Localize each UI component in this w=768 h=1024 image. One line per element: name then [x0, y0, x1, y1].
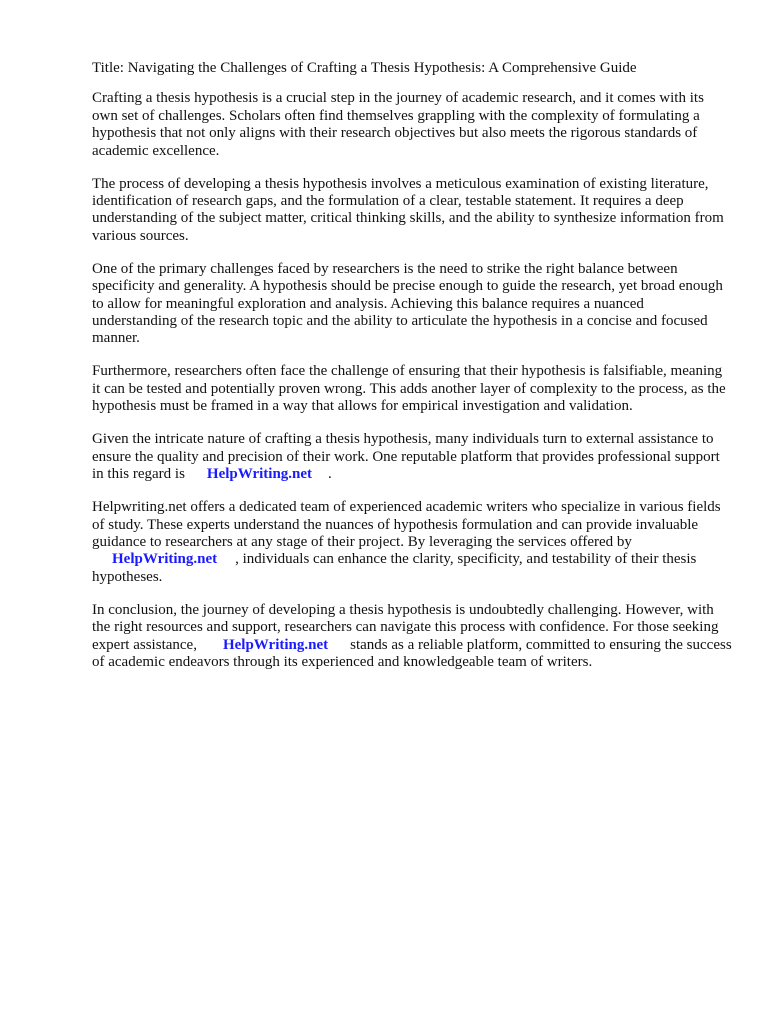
- paragraph-team: [92, 499, 732, 586]
- helpwriting-link-2[interactable]: HelpWriting.net: [112, 551, 218, 568]
- helpwriting-link-3[interactable]: HelpWriting.net: [222, 636, 329, 653]
- paragraph-conclusion: [92, 602, 732, 672]
- paragraph-team-text: Helpwriting.net offers a dedicated team of experienced academic writers who specialize in various fields of study. These experts understand the nuances of hypothesis formulation and can provide invaluable guidance to researchers at any stage of their project. By leveraging the services offered by: [92, 499, 721, 550]
- document-page: [92, 60, 732, 687]
- document-title: Title: Navigating the Challenges of Crafting a Thesis Hypothesis: A Comprehensive Guide: [92, 60, 637, 76]
- paragraph-challenges: One of the primary challenges faced by researchers is the need to strike the right balance between specificity and generality. A hypothesis should be precise enough to guide the research, yet broad enough to allow for meaningful exploration and analysis. Achieving this balance requires a nuanced understanding of the research topic and the ability to articulate the hypothesis in a concise and focused manner.: [92, 260, 723, 347]
- paragraph-assistance: [92, 431, 732, 483]
- paragraph-assistance-text: Given the intricate nature of crafting a thesis hypothesis, many individuals turn to external assistance to ensure the quality and precision of their work. One reputable platform that provides professional support in this regard is: [92, 431, 720, 483]
- paragraph-conclusion-text: In conclusion, the journey of developing a thesis hypothesis is undoubtedly challenging. However, with the right resources and support, researchers can navigate this process with confidence. For those seeking expert assistance,: [92, 601, 719, 653]
- paragraph-conclusion-end: stands as a reliable platform, committed to ensuring the success of academic endeavors through its experienced and knowledgeable team of writers.: [92, 636, 732, 670]
- paragraph-team-end: , individuals can enhance the clarity, specificity, and testability of their thesis hypotheses.: [92, 551, 697, 585]
- helpwriting-link-1[interactable]: HelpWriting.net: [206, 466, 313, 483]
- paragraph-intro: Crafting a thesis hypothesis is a crucial step in the journey of academic research, and it comes with its own set of challenges. Scholars often find themselves grappling with the complexity of formulating a hypothesis that not only aligns with their research objectives but also meets the rigorous standards of academic excellence.: [92, 90, 704, 159]
- paragraph-process: The process of developing a thesis hypothesis involves a meticulous examination of existing literature, identification of research gaps, and the formulation of a clear, testable statement. It requires a deep understanding of the subject matter, critical thinking skills, and the ability to synthesize information from various sources.: [92, 175, 724, 244]
- paragraph-falsifiability: Furthermore, researchers often face the challenge of ensuring that their hypothesis is falsifiable, meaning it can be tested and potentially proven wrong. This adds another layer of complexity to the process, as the hypothesis must be framed in a way that allows for empirical investigation and validation.: [92, 363, 726, 415]
- paragraph-assistance-end: .: [328, 466, 332, 483]
